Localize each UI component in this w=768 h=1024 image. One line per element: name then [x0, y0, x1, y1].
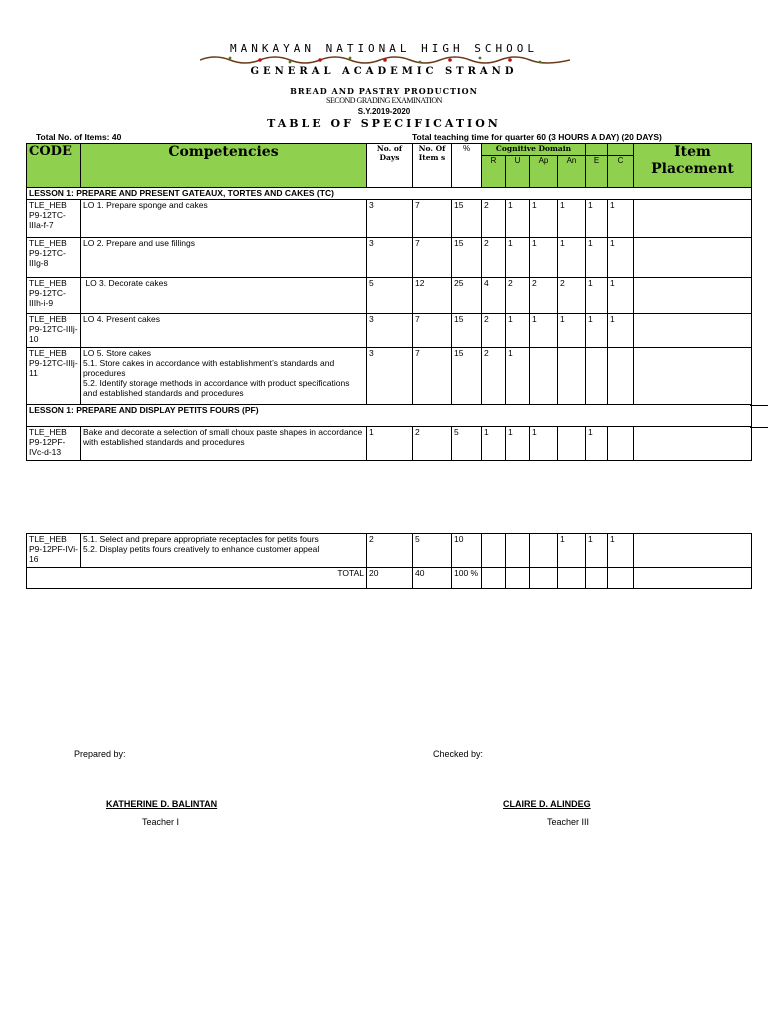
spec-table-continued: [26, 533, 752, 589]
spec-table: [26, 143, 752, 461]
ap-cell: 2: [530, 278, 558, 314]
percent-cell: 10: [452, 534, 482, 568]
total-days: 20: [367, 568, 413, 589]
header-ap: Ap: [530, 156, 558, 188]
checked-by-label: Checked by:: [433, 749, 484, 759]
ap-cell: 1: [530, 314, 558, 348]
days-cell: 3: [367, 238, 413, 278]
header-u: U: [506, 156, 530, 188]
header-blank: [608, 144, 634, 156]
school-year: S.Y.2019-2020: [357, 107, 411, 116]
an-cell: [558, 348, 586, 405]
percent-cell: 5: [452, 427, 482, 461]
competency-cell: Bake and decorate a selection of small choux paste shapes in accordance with established standards and procedures: [81, 427, 367, 461]
total-label: TOTAL: [27, 568, 367, 589]
lesson-line-extension: [750, 427, 768, 428]
e-cell: 1: [586, 534, 608, 568]
table-row: [27, 238, 752, 278]
c-cell: 1: [608, 238, 634, 278]
u-cell: 1: [506, 200, 530, 238]
e-cell: 1: [586, 200, 608, 238]
days-cell: 5: [367, 278, 413, 314]
header-competencies: Competencies: [81, 144, 367, 188]
exam-title: SECOND GRADING EXAMINATION: [326, 96, 442, 105]
competency-line: 5.2. Identify storage methods in accordance with product specifications and established standards and procedures: [83, 378, 350, 398]
an-cell: 1: [558, 200, 586, 238]
document-title: TABLE OF SPECIFICATION: [267, 117, 501, 130]
e-cell: [586, 348, 608, 405]
an-cell: 2: [558, 278, 586, 314]
header-e: E: [586, 156, 608, 188]
u-cell: [506, 534, 530, 568]
header-item-placement: Item Placement: [634, 144, 752, 188]
percent-cell: 15: [452, 314, 482, 348]
placement-cell: [634, 278, 752, 314]
teaching-time: Total teaching time for quarter 60 (3 HOURS A DAY) (20 DAYS): [412, 132, 662, 142]
c-cell: [608, 427, 634, 461]
placement-cell: [634, 427, 752, 461]
code-cell: TLE_HEB P9-12PF-IVc-d-13: [27, 427, 81, 461]
header-blank: [586, 144, 608, 156]
competency-line: LO 5. Store cakes: [83, 348, 152, 358]
items-cell: 7: [413, 238, 452, 278]
code-cell: TLE_HEB P9-12TC-IIIh-i-9: [27, 278, 81, 314]
items-cell: 5: [413, 534, 452, 568]
competency-cell: [81, 348, 367, 405]
competency-cell: LO 4. Present cakes: [81, 314, 367, 348]
ornament-divider: [200, 54, 570, 66]
competency-line: 5.1. Store cakes in accordance with establishment’s standards and procedures: [83, 358, 335, 378]
placement-cell: [634, 238, 752, 278]
an-cell: 1: [558, 534, 586, 568]
items-cell: 7: [413, 314, 452, 348]
school-name: MANKAYAN NATIONAL HIGH SCHOOL: [229, 42, 539, 55]
days-cell: 3: [367, 314, 413, 348]
table-row: [27, 348, 752, 405]
u-cell: 1: [506, 427, 530, 461]
total-percent: 100 %: [452, 568, 482, 589]
items-cell: 7: [413, 200, 452, 238]
ap-cell: 1: [530, 427, 558, 461]
table-row: [27, 534, 752, 568]
days-cell: 1: [367, 427, 413, 461]
an-cell: [558, 427, 586, 461]
total-items: 40: [413, 568, 452, 589]
header-percent: %: [452, 144, 482, 188]
competency-line: 5.2. Display petits fours creatively to enhance customer appeal: [83, 544, 320, 554]
header-code: CODE: [27, 144, 81, 188]
code-cell: TLE_HEB P9-12TC-IIIg-8: [27, 238, 81, 278]
e-cell: 1: [586, 238, 608, 278]
r-cell: 4: [482, 278, 506, 314]
ap-cell: 1: [530, 238, 558, 278]
items-cell: 2: [413, 427, 452, 461]
course-title: BREAD AND PASTRY PRODUCTION: [290, 86, 478, 96]
placement-cell: [634, 534, 752, 568]
r-cell: 1: [482, 427, 506, 461]
prepared-by-name: KATHERINE D. BALINTAN: [106, 799, 218, 809]
lesson-line-extension: [750, 405, 768, 406]
table-row: [27, 200, 752, 238]
total-row: [27, 568, 752, 589]
header-items: No. Of Item s: [413, 144, 452, 188]
code-cell: TLE_HEB P9-12TC-IIIa-f-7: [27, 200, 81, 238]
percent-cell: 25: [452, 278, 482, 314]
ap-cell: [530, 534, 558, 568]
ap-cell: [530, 348, 558, 405]
strand-title: GENERAL ACADEMIC STRAND: [250, 66, 518, 77]
competency-cell: LO 1. Prepare sponge and cakes: [81, 200, 367, 238]
an-cell: 1: [558, 314, 586, 348]
u-cell: 1: [506, 314, 530, 348]
table-row: [27, 278, 752, 314]
ap-cell: 1: [530, 200, 558, 238]
an-cell: 1: [558, 238, 586, 278]
u-cell: 1: [506, 348, 530, 405]
percent-cell: 15: [452, 238, 482, 278]
header-an: An: [558, 156, 586, 188]
e-cell: 1: [586, 278, 608, 314]
c-cell: 1: [608, 200, 634, 238]
header-r: R: [482, 156, 506, 188]
percent-cell: 15: [452, 348, 482, 405]
days-cell: 3: [367, 348, 413, 405]
header-days: No. of Days: [367, 144, 413, 188]
total-items: Total No. of Items: 40: [36, 132, 122, 142]
r-cell: 2: [482, 200, 506, 238]
competency-cell: LO 2. Prepare and use fillings: [81, 238, 367, 278]
r-cell: [482, 534, 506, 568]
percent-cell: 15: [452, 200, 482, 238]
lesson-heading: LESSON 1: PREPARE AND PRESENT GATEAUX, TORTES AND CAKES (TC): [27, 188, 752, 200]
r-cell: 2: [482, 314, 506, 348]
header-cognitive-domain: Cognitive Domain: [482, 144, 586, 156]
checked-by-title: Teacher III: [547, 817, 590, 827]
header-c: C: [608, 156, 634, 188]
code-cell: TLE_HEB P9-12TC-IIIj-11: [27, 348, 81, 405]
competency-cell: LO 3. Decorate cakes: [81, 278, 367, 314]
c-cell: [608, 348, 634, 405]
u-cell: 1: [506, 238, 530, 278]
lesson-heading: LESSON 1: PREPARE AND DISPLAY PETITS FOURS (PF): [27, 405, 752, 427]
items-cell: 7: [413, 348, 452, 405]
table-row: [27, 427, 752, 461]
r-cell: 2: [482, 238, 506, 278]
prepared-by-label: Prepared by:: [74, 749, 126, 759]
prepared-by-title: Teacher I: [142, 817, 180, 827]
placement-cell: [634, 314, 752, 348]
c-cell: 1: [608, 314, 634, 348]
r-cell: 2: [482, 348, 506, 405]
items-cell: 12: [413, 278, 452, 314]
table-row: [27, 314, 752, 348]
code-cell: TLE_HEB P9-12TC-IIIj-10: [27, 314, 81, 348]
days-cell: 3: [367, 200, 413, 238]
c-cell: 1: [608, 278, 634, 314]
placement-cell: [634, 200, 752, 238]
days-cell: 2: [367, 534, 413, 568]
e-cell: 1: [586, 314, 608, 348]
c-cell: 1: [608, 534, 634, 568]
placement-cell: [634, 348, 752, 405]
e-cell: 1: [586, 427, 608, 461]
competency-cell: [81, 534, 367, 568]
checked-by-name: CLAIRE D. ALINDEG: [503, 799, 591, 809]
u-cell: 2: [506, 278, 530, 314]
competency-line: 5.1. Select and prepare appropriate receptacles for petits fours: [83, 534, 319, 544]
code-cell: TLE_HEB P9-12PF-IVi-16: [27, 534, 81, 568]
